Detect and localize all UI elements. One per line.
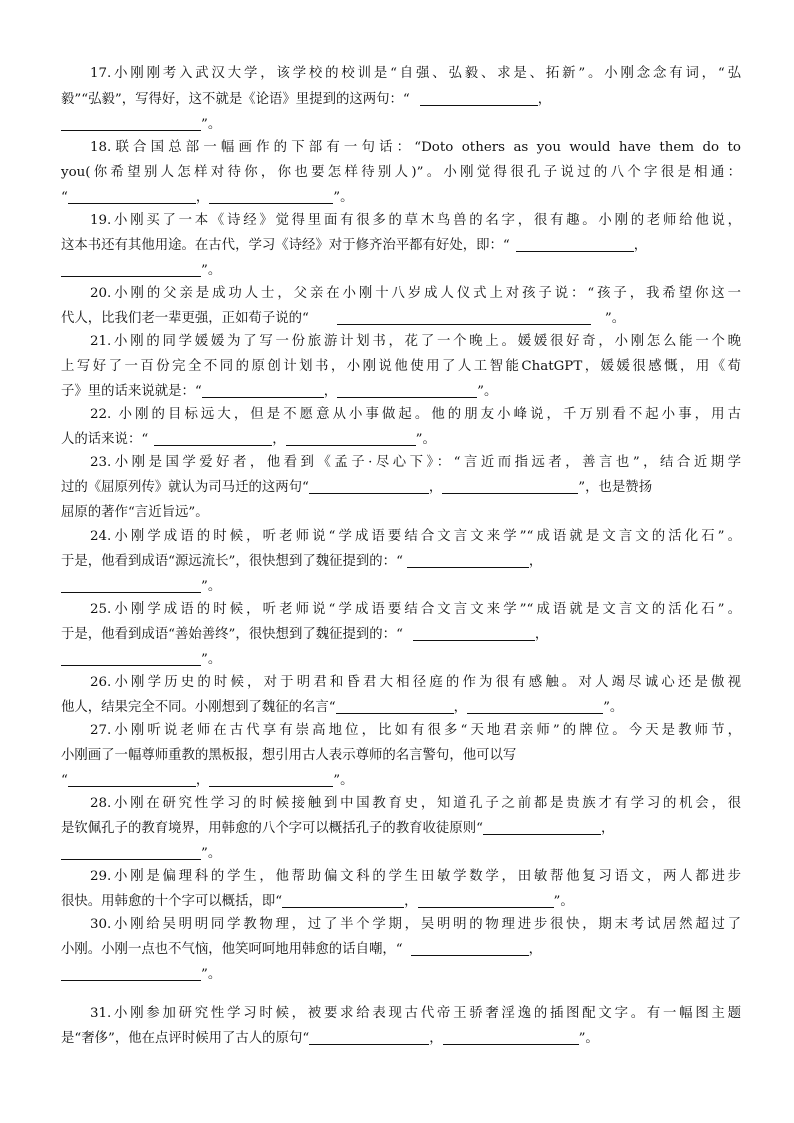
answer-blank[interactable] [286,430,416,446]
answer-blank[interactable] [418,892,554,908]
question-line: 小刚。小刚一点也不气恼，他笑呵呵地用韩愈的话自嘲，“ ， [61,942,543,957]
question-line: ”。 [61,113,741,137]
question-line: 28.小刚在研究性学习的时候接触到中国教育史，知道孔子之前都是贵族才有学习的机会，很 [90,796,741,811]
answer-blank[interactable] [61,577,201,593]
answer-blank[interactable] [336,698,454,714]
question-line: 20.小刚的父亲是成功人士，父亲在小刚十八岁成人仪式上对孩子说：“孩子，我希望你这一 [90,286,741,301]
answer-blank[interactable] [407,552,529,568]
answer-blank[interactable] [309,478,429,494]
answer-blank[interactable] [61,844,201,860]
answer-blank[interactable] [337,382,477,398]
question-line: 毅”“弘毅”，写得好，这不就是《论语》里提到的这两句：“ ， [61,92,552,107]
answer-blank[interactable] [68,771,196,787]
question-line: 上写好了一百份完全不同的原创计划书，小刚说他使用了人工智能ChatGPT，媛媛很感慨，用《荀 [61,359,741,374]
answer-blank[interactable] [282,892,404,908]
question-line: 是钦佩孔子的教育境界，用韩愈的八个字可以概括孔子的教育收徒原则“ ， [61,821,615,836]
question-line: 这本书还有其他用途。在古代，学习《诗经》对于修齐治平都有好处，即：“ ， [61,238,648,253]
answer-blank[interactable] [61,115,201,131]
question-line: 很快。用韩愈的十个字可以概括，即“ ， ”。 [61,894,574,909]
answer-blank[interactable] [209,771,333,787]
question-line: 过的《屈原列传》就认为司马迁的这两句“ ， ”，也是赞扬 [61,480,653,495]
question-line: 22. 小刚的目标远大，但是不愿意从小事做起。他的朋友小峰说，千万别看不起小事，用古 [90,407,741,422]
answer-blank[interactable] [420,90,538,106]
question-line: “ ， ”。 [61,190,354,205]
question-line: you(你希望别人怎样对待你，你也要怎样待别人)”。小刚觉得很孔子说过的八个字很是相通： [61,165,741,180]
question-line: 23.小刚是国学爱好者，他看到《孟子·尽心下》：“言近而指远者，善言也”，结合近期学 [90,455,741,470]
question-line: 25.小刚学成语的时候，听老师说“学成语要结合文言文来学”“成语就是文言文的活化石”。 [90,602,741,617]
question-line: 21.小刚的同学媛媛为了写一份旅游计划书，花了一个晚上。媛媛很好奇，小刚怎么能一个晚 [90,334,741,349]
answer-blank[interactable] [154,430,272,446]
question-line: 19.小刚买了一本《诗经》觉得里面有很多的草木鸟兽的名字，很有趣。小刚的老师给他说， [90,213,741,228]
question-line: 小刚画了一幅尊师重教的黑板报，想引用古人表示尊师的名言警句，他可以写 [61,748,517,763]
question-line: 27.小刚听说老师在古代享有崇高地位，比如有很多“天地君亲师”的牌位。今天是教师节， [90,723,741,738]
answer-blank[interactable] [61,261,201,277]
question-line: ”。 [61,648,741,672]
question-line: 于是，他看到成语“善始善终”，很快想到了魏征提到的：“ ， [61,627,549,642]
question-line: 18.联合国总部一幅画作的下部有一句话：“Doto others as you would have them do to [90,140,741,155]
answer-blank[interactable] [61,965,201,981]
question-line: ”。 [61,842,741,866]
question-line: 屈原的著作“言近旨远”。 [61,505,209,520]
question-line: “ ， ”。 [61,773,354,788]
question-line: 子》里的话来说就是：“ ， ”。 [61,384,498,399]
answer-blank[interactable] [483,819,601,835]
answer-blank[interactable] [61,650,201,666]
answer-blank[interactable] [516,236,634,252]
question-line: 代人，比我们老一辈更强，正如荀子说的“ ”。 [61,311,626,326]
question-line: 26.小刚学历史的时候，对于明君和昏君大相径庭的作为很有感触。对人竭尽诚心还是傲视 [90,675,741,690]
answer-blank[interactable] [309,1029,429,1045]
answer-blank[interactable] [442,478,578,494]
question-line: ”。 [61,963,741,987]
question-line: 30.小刚给吴明明同学教物理，过了半个学期，吴明明的物理进步很快，期末考试居然超过了 [90,917,741,932]
question-line: ”。 [61,259,741,283]
answer-blank[interactable] [467,698,603,714]
question-line: 他人，结果完全不同。小刚想到了魏征的名言“ ， ”。 [61,700,624,715]
question-line: 人的话来说：“ ， ”。 [61,432,436,447]
question-line: 29.小刚是偏理科的学生，他帮助偏文科的学生田敏学数学，田敏帮他复习语文，两人都进步 [90,869,741,884]
answer-blank[interactable] [209,188,333,204]
question-line: 是“奢侈”，他在点评时候用了古人的原句“ ， ”。 [61,1031,599,1046]
answer-blank[interactable] [202,382,324,398]
answer-blank[interactable] [411,940,529,956]
question-line: 24.小刚学成语的时候，听老师说“学成语要结合文言文来学”“成语就是文言文的活化石”。 [90,529,741,544]
question-line: ”。 [61,575,741,599]
answer-blank[interactable] [68,188,196,204]
answer-blank[interactable] [337,309,591,325]
question-line: 17.小刚刚考入武汉大学，该学校的校训是“自强、弘毅、求是、拓新”。小刚念念有词，“弘 [90,66,741,81]
answer-blank[interactable] [443,1029,579,1045]
question-line: 31.小刚参加研究性学习时候，被要求给表现古代帝王骄奢淫逸的插图配文字。有一幅图主题 [90,1006,741,1021]
question-line: 于是，他看到成语“源远流长”，很快想到了魏征提到的：“ ， [61,554,543,569]
answer-blank[interactable] [413,625,535,641]
